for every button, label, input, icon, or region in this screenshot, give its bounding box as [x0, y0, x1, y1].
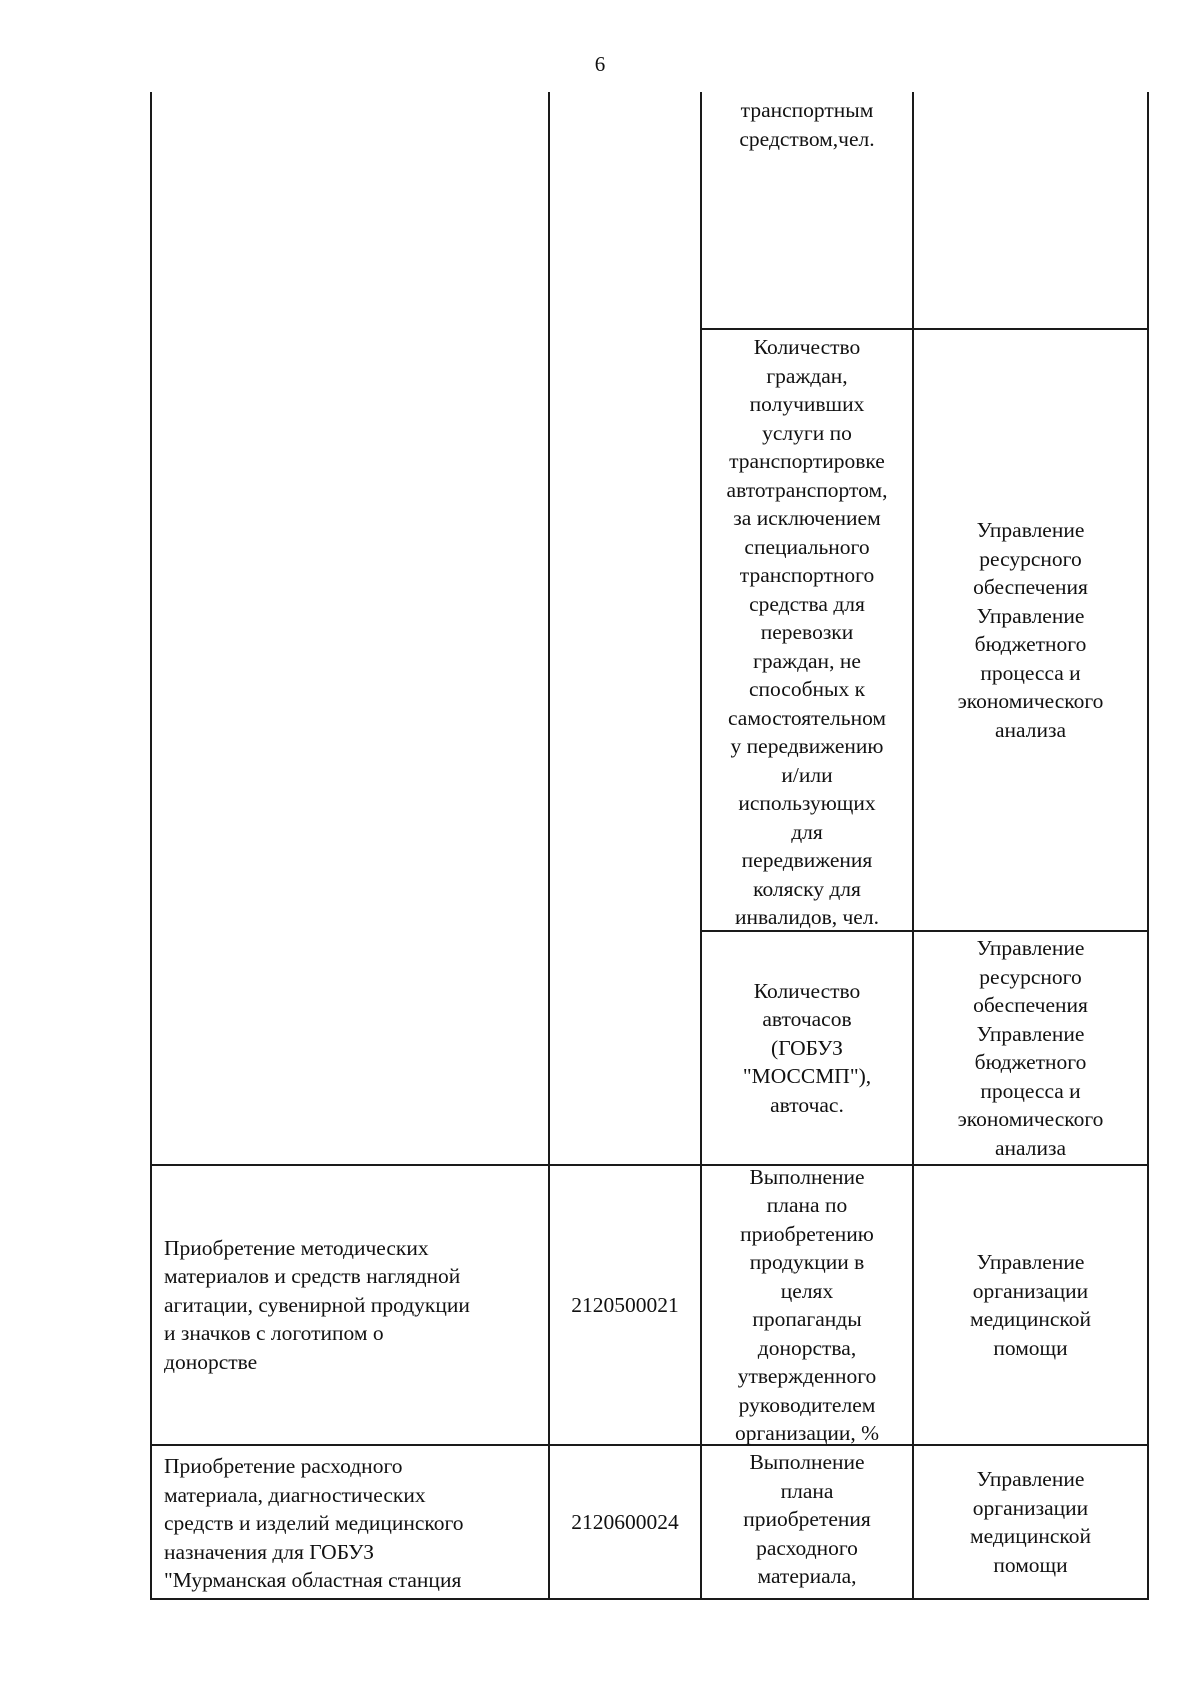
event-text: Приобретение расходного материала, диагностических средств и изделий медицинского назначения для ГОБУЗ "Мурманская областная станция — [164, 1454, 464, 1592]
event-text: Приобретение методических материалов и средств наглядной агитации, сувенирной продукции и значков с логотипом о донорстве — [164, 1235, 470, 1374]
table-cell-indicator — [702, 932, 912, 1164]
table-cell-responsible — [914, 1166, 1147, 1444]
table-cell-indicator — [702, 1448, 912, 1598]
indicator-text: транспортным средством,чел. — [739, 98, 875, 151]
responsible-text: Управление ресурсного обеспечения Управление бюджетного процесса и экономического анализа — [957, 936, 1104, 1160]
table-cell-responsible — [914, 330, 1147, 930]
indicator-text: Количество граждан, получивших услуги по транспортировке автотранспортом, за исключением специального транспортного средства для перевозки граждан, не способных к самостоятельном у передвижению и/или использующих для передвижения коляску для инвалидов, чел. — [726, 335, 888, 929]
table-border — [150, 1598, 1149, 1600]
table-cell-indicator — [702, 96, 912, 326]
page-number: 6 — [594, 52, 606, 76]
table-cell-event — [152, 1166, 548, 1444]
code-text: 2120500021 — [571, 1292, 679, 1317]
code-text: 2120600024 — [571, 1509, 679, 1534]
table-cell-event — [152, 1452, 548, 1598]
table-cell-code — [550, 1166, 700, 1444]
responsible-text: Управление организации медицинской помощи — [970, 1467, 1091, 1577]
indicator-text: Выполнение плана по приобретению продукции в целях пропаганды донорства, утвержденного руководителем организации, % — [734, 1164, 880, 1445]
table-cell-responsible — [914, 1446, 1147, 1598]
table-border — [1147, 92, 1149, 1600]
responsible-text: Управление ресурсного обеспечения Управление бюджетного процесса и экономического анализа — [957, 518, 1104, 742]
indicator-text: Выполнение плана приобретения расходного материала, — [743, 1450, 871, 1588]
indicator-text: Количество авточасов (ГОБУЗ "МОССМП"), авточас. — [742, 978, 872, 1117]
table-cell-responsible — [914, 932, 1147, 1164]
table-cell-code — [550, 1446, 700, 1598]
responsible-text: Управление организации медицинской помощи — [970, 1250, 1091, 1360]
table-cell-indicator — [702, 1166, 912, 1444]
table-cell-responsible — [914, 96, 1147, 326]
table-cell-indicator — [702, 333, 912, 930]
